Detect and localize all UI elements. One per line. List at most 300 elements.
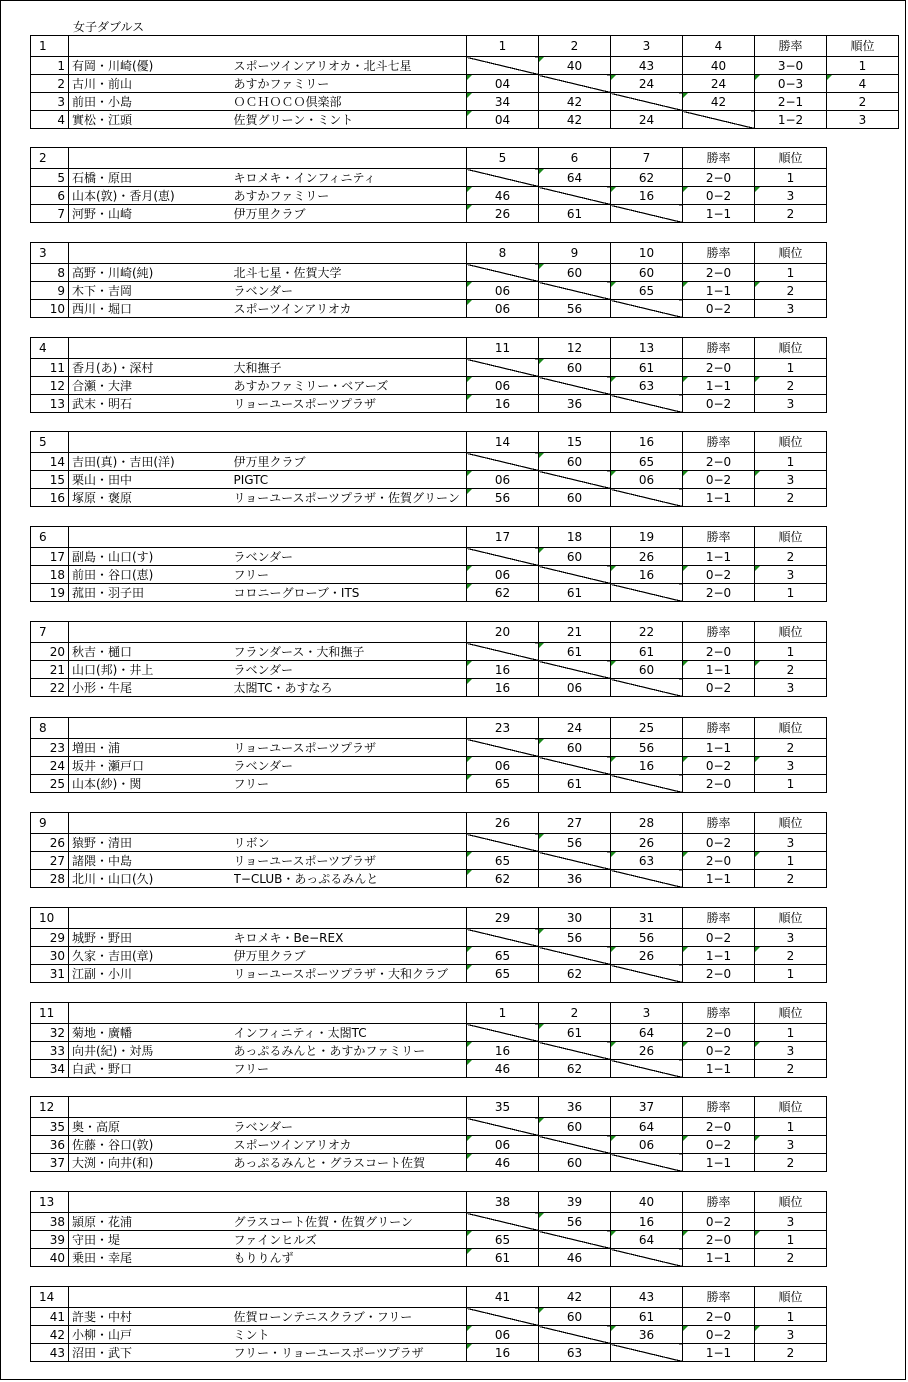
group-table-12 bbox=[30, 1096, 827, 1172]
column-header: 41 bbox=[467, 1287, 539, 1308]
score-cell: 36 bbox=[611, 1326, 683, 1344]
player-row bbox=[31, 548, 827, 566]
group-number: 10 bbox=[31, 908, 69, 929]
score-cell: 56 bbox=[539, 834, 611, 852]
rank-header: 順位 bbox=[755, 1003, 827, 1024]
score-cell: 61 bbox=[539, 775, 611, 793]
column-header: 1 bbox=[467, 36, 539, 57]
rank-value: 1 bbox=[755, 643, 827, 661]
self-match-cell bbox=[611, 965, 683, 983]
club-name: スポーツインアリオカ bbox=[234, 1136, 467, 1154]
column-header: 36 bbox=[539, 1097, 611, 1118]
self-match-cell bbox=[467, 834, 539, 852]
club-name: 伊万里クラブ bbox=[234, 453, 467, 471]
score-cell: 24 bbox=[683, 75, 755, 93]
self-match-cell bbox=[611, 1154, 683, 1172]
pair-names: 山本(敦)・香月(恵) bbox=[69, 187, 234, 205]
pair-names: 木下・吉岡 bbox=[69, 282, 234, 300]
column-header: 1 bbox=[467, 1003, 539, 1024]
score-cell: 60 bbox=[539, 548, 611, 566]
pair-names: 石橋・原田 bbox=[69, 169, 234, 187]
pair-names: 北川・山口(久) bbox=[69, 870, 234, 888]
group-header-blank bbox=[69, 908, 467, 929]
club-name: T−CLUB・あっぷるみんと bbox=[234, 870, 467, 888]
score-cell: 06 bbox=[539, 679, 611, 697]
entry-number: 3 bbox=[31, 93, 69, 111]
entry-number: 14 bbox=[31, 453, 69, 471]
self-match-cell bbox=[539, 947, 611, 965]
win-loss: 0−2 bbox=[683, 834, 755, 852]
score-cell: 60 bbox=[611, 264, 683, 282]
club-name: ＯＣＨＯＣＯ倶楽部 bbox=[234, 93, 467, 111]
pair-names: 有岡・川崎(優) bbox=[69, 57, 234, 75]
player-row bbox=[31, 1060, 827, 1078]
rank-value: 1 bbox=[755, 965, 827, 983]
pair-names: 山口(邦)・井上 bbox=[69, 661, 234, 679]
player-row bbox=[31, 1326, 827, 1344]
pair-names: 山本(紗)・関 bbox=[69, 775, 234, 793]
column-header: 30 bbox=[539, 908, 611, 929]
player-row bbox=[31, 1118, 827, 1136]
rank-value: 3 bbox=[755, 300, 827, 318]
score-cell: 04 bbox=[467, 75, 539, 93]
column-header: 14 bbox=[467, 432, 539, 453]
column-header: 38 bbox=[467, 1192, 539, 1213]
self-match-cell bbox=[467, 1024, 539, 1042]
column-header: 22 bbox=[611, 622, 683, 643]
entry-number: 23 bbox=[31, 739, 69, 757]
score-cell: 16 bbox=[467, 395, 539, 413]
self-match-cell bbox=[539, 187, 611, 205]
rank-value: 2 bbox=[755, 205, 827, 223]
score-cell: 56 bbox=[467, 489, 539, 507]
win-loss: 2−0 bbox=[683, 965, 755, 983]
self-match-cell bbox=[611, 870, 683, 888]
rank-header: 順位 bbox=[755, 718, 827, 739]
score-cell: 36 bbox=[539, 395, 611, 413]
club-name: スポーツインアリオカ bbox=[234, 300, 467, 318]
score-cell: 16 bbox=[467, 679, 539, 697]
club-name: あっぷるみんと・グラスコート佐賀 bbox=[234, 1154, 467, 1172]
rank-value: 3 bbox=[827, 111, 899, 129]
rank-value: 2 bbox=[755, 661, 827, 679]
score-cell: 65 bbox=[467, 947, 539, 965]
score-cell: 63 bbox=[539, 1344, 611, 1362]
self-match-cell bbox=[611, 679, 683, 697]
rank-header: 順位 bbox=[755, 243, 827, 264]
group-table-9 bbox=[30, 812, 827, 888]
win-loss: 2−0 bbox=[683, 1308, 755, 1326]
club-name: 佐賀グリーン・ミント bbox=[234, 111, 467, 129]
group-header-row bbox=[31, 1097, 827, 1118]
score-cell: 64 bbox=[611, 1231, 683, 1249]
score-cell: 43 bbox=[611, 57, 683, 75]
score-cell: 61 bbox=[539, 205, 611, 223]
entry-number: 5 bbox=[31, 169, 69, 187]
score-cell: 06 bbox=[467, 566, 539, 584]
column-header: 37 bbox=[611, 1097, 683, 1118]
rank-value: 2 bbox=[755, 548, 827, 566]
column-header: 43 bbox=[611, 1287, 683, 1308]
group-header-blank bbox=[69, 148, 467, 169]
rank-value: 2 bbox=[755, 1154, 827, 1172]
group-header-row bbox=[31, 148, 827, 169]
score-cell: 61 bbox=[611, 1308, 683, 1326]
win-loss: 3−0 bbox=[755, 57, 827, 75]
group-number: 2 bbox=[31, 148, 69, 169]
entry-number: 2 bbox=[31, 75, 69, 93]
player-row bbox=[31, 453, 827, 471]
group-header-blank bbox=[69, 432, 467, 453]
score-cell: 06 bbox=[467, 300, 539, 318]
club-name: ラベンダー bbox=[234, 661, 467, 679]
score-cell: 42 bbox=[539, 111, 611, 129]
entry-number: 38 bbox=[31, 1213, 69, 1231]
column-header: 31 bbox=[611, 908, 683, 929]
entry-number: 16 bbox=[31, 489, 69, 507]
score-cell: 60 bbox=[539, 453, 611, 471]
rank-header: 順位 bbox=[755, 148, 827, 169]
score-cell: 62 bbox=[611, 169, 683, 187]
win-loss: 1−1 bbox=[683, 1344, 755, 1362]
player-row bbox=[31, 947, 827, 965]
entry-number: 21 bbox=[31, 661, 69, 679]
self-match-cell bbox=[467, 1118, 539, 1136]
rate-header: 勝率 bbox=[683, 908, 755, 929]
club-name: リョーユースポーツプラザ bbox=[234, 739, 467, 757]
group-header-blank bbox=[69, 1003, 467, 1024]
entry-number: 39 bbox=[31, 1231, 69, 1249]
rank-value: 1 bbox=[827, 57, 899, 75]
rank-value: 2 bbox=[755, 377, 827, 395]
score-cell: 24 bbox=[611, 111, 683, 129]
group-table-14 bbox=[30, 1286, 827, 1362]
entry-number: 25 bbox=[31, 775, 69, 793]
score-cell: 34 bbox=[467, 93, 539, 111]
entry-number: 10 bbox=[31, 300, 69, 318]
rate-header: 勝率 bbox=[683, 527, 755, 548]
column-header: 3 bbox=[611, 36, 683, 57]
win-loss: 0−2 bbox=[683, 757, 755, 775]
rank-header: 順位 bbox=[755, 527, 827, 548]
pair-names: 許斐・中村 bbox=[69, 1308, 234, 1326]
entry-number: 32 bbox=[31, 1024, 69, 1042]
win-loss: 2−0 bbox=[683, 169, 755, 187]
self-match-cell bbox=[467, 264, 539, 282]
score-cell: 06 bbox=[467, 282, 539, 300]
entry-number: 35 bbox=[31, 1118, 69, 1136]
self-match-cell bbox=[539, 282, 611, 300]
self-match-cell bbox=[467, 548, 539, 566]
entry-number: 19 bbox=[31, 584, 69, 602]
win-loss: 0−2 bbox=[683, 566, 755, 584]
rank-header: 順位 bbox=[755, 813, 827, 834]
player-row bbox=[31, 489, 827, 507]
group-table-6 bbox=[30, 526, 827, 602]
group-table-2 bbox=[30, 147, 827, 223]
rank-value: 1 bbox=[755, 584, 827, 602]
player-row bbox=[31, 1344, 827, 1362]
pair-names: 小形・牛尾 bbox=[69, 679, 234, 697]
club-name: フリー bbox=[234, 775, 467, 793]
win-loss: 1−1 bbox=[683, 661, 755, 679]
self-match-cell bbox=[467, 1213, 539, 1231]
group-header-row bbox=[31, 622, 827, 643]
score-cell: 60 bbox=[539, 1154, 611, 1172]
score-cell: 56 bbox=[539, 929, 611, 947]
player-row bbox=[31, 205, 827, 223]
score-cell: 26 bbox=[611, 947, 683, 965]
score-cell: 60 bbox=[539, 1118, 611, 1136]
club-name: スポーツインアリオカ・北斗七星 bbox=[234, 57, 467, 75]
rank-value: 2 bbox=[755, 282, 827, 300]
player-row bbox=[31, 1213, 827, 1231]
score-cell: 61 bbox=[539, 1024, 611, 1042]
win-loss: 2−0 bbox=[683, 1231, 755, 1249]
win-loss: 0−2 bbox=[683, 1042, 755, 1060]
player-row bbox=[31, 111, 899, 129]
win-loss: 2−0 bbox=[683, 852, 755, 870]
self-match-cell bbox=[467, 359, 539, 377]
score-cell: 46 bbox=[467, 1154, 539, 1172]
score-cell: 60 bbox=[611, 661, 683, 679]
score-cell: 42 bbox=[539, 93, 611, 111]
group-header-row bbox=[31, 1003, 827, 1024]
win-loss: 1−1 bbox=[683, 1249, 755, 1267]
entry-number: 41 bbox=[31, 1308, 69, 1326]
pair-names: 菰田・羽子田 bbox=[69, 584, 234, 602]
score-cell: 06 bbox=[467, 471, 539, 489]
column-header: 10 bbox=[611, 243, 683, 264]
rank-value: 2 bbox=[827, 93, 899, 111]
club-name: ファインヒルズ bbox=[234, 1231, 467, 1249]
score-cell: 36 bbox=[539, 870, 611, 888]
club-name: ラベンダー bbox=[234, 548, 467, 566]
score-cell: 42 bbox=[683, 93, 755, 111]
score-cell: 26 bbox=[611, 548, 683, 566]
rank-header: 順位 bbox=[755, 1097, 827, 1118]
player-row bbox=[31, 1136, 827, 1154]
group-number: 7 bbox=[31, 622, 69, 643]
rank-value: 1 bbox=[755, 1308, 827, 1326]
entry-number: 24 bbox=[31, 757, 69, 775]
score-cell: 26 bbox=[467, 205, 539, 223]
player-row bbox=[31, 300, 827, 318]
column-header: 6 bbox=[539, 148, 611, 169]
self-match-cell bbox=[539, 757, 611, 775]
entry-number: 1 bbox=[31, 57, 69, 75]
score-cell: 16 bbox=[611, 187, 683, 205]
club-name: グラスコート佐賀・佐賀グリーン bbox=[234, 1213, 467, 1231]
player-row bbox=[31, 359, 827, 377]
score-cell: 60 bbox=[539, 739, 611, 757]
pair-names: 沼田・武下 bbox=[69, 1344, 234, 1362]
club-name: あすかファミリー bbox=[234, 75, 467, 93]
win-loss: 0−2 bbox=[683, 1136, 755, 1154]
rank-value: 3 bbox=[755, 471, 827, 489]
pair-names: 西川・堀口 bbox=[69, 300, 234, 318]
score-cell: 24 bbox=[611, 75, 683, 93]
column-header: 2 bbox=[539, 36, 611, 57]
column-header: 5 bbox=[467, 148, 539, 169]
club-name: フリー bbox=[234, 566, 467, 584]
self-match-cell bbox=[611, 1249, 683, 1267]
score-cell: 60 bbox=[539, 1308, 611, 1326]
rank-value: 3 bbox=[755, 757, 827, 775]
rank-value: 3 bbox=[755, 834, 827, 852]
pair-names: 乗田・幸尾 bbox=[69, 1249, 234, 1267]
win-loss: 0−2 bbox=[683, 187, 755, 205]
group-table-13 bbox=[30, 1191, 827, 1267]
pair-names: 小柳・山戸 bbox=[69, 1326, 234, 1344]
self-match-cell bbox=[611, 1060, 683, 1078]
group-table-1 bbox=[30, 35, 899, 129]
score-cell: 64 bbox=[539, 169, 611, 187]
group-header-row bbox=[31, 1287, 827, 1308]
win-loss: 1−2 bbox=[755, 111, 827, 129]
column-header: 26 bbox=[467, 813, 539, 834]
rate-header: 勝率 bbox=[683, 338, 755, 359]
group-header-blank bbox=[69, 1097, 467, 1118]
self-match-cell bbox=[611, 300, 683, 318]
score-cell: 65 bbox=[467, 775, 539, 793]
win-loss: 2−1 bbox=[755, 93, 827, 111]
group-number: 14 bbox=[31, 1287, 69, 1308]
entry-number: 17 bbox=[31, 548, 69, 566]
group-header-row bbox=[31, 908, 827, 929]
pair-names: 諸隈・中島 bbox=[69, 852, 234, 870]
score-cell: 16 bbox=[611, 757, 683, 775]
rank-value: 3 bbox=[755, 395, 827, 413]
group-header-blank bbox=[69, 718, 467, 739]
club-name: リョーユースポーツプラザ・佐賀グリーン bbox=[234, 489, 467, 507]
rank-header: 順位 bbox=[755, 338, 827, 359]
win-loss: 1−1 bbox=[683, 1154, 755, 1172]
rank-header: 順位 bbox=[755, 1287, 827, 1308]
player-row bbox=[31, 395, 827, 413]
score-cell: 26 bbox=[611, 1042, 683, 1060]
group-table-8 bbox=[30, 717, 827, 793]
rank-value: 3 bbox=[755, 1136, 827, 1154]
score-cell: 62 bbox=[539, 965, 611, 983]
score-cell: 65 bbox=[611, 282, 683, 300]
rank-value: 3 bbox=[755, 187, 827, 205]
group-header-blank bbox=[69, 1192, 467, 1213]
club-name: キロメキ・インフィニティ bbox=[234, 169, 467, 187]
player-row bbox=[31, 566, 827, 584]
rank-value: 2 bbox=[755, 489, 827, 507]
pair-names: 増田・浦 bbox=[69, 739, 234, 757]
rank-value: 3 bbox=[755, 566, 827, 584]
pair-names: 奥・高原 bbox=[69, 1118, 234, 1136]
entry-number: 8 bbox=[31, 264, 69, 282]
group-header-row bbox=[31, 813, 827, 834]
column-header: 29 bbox=[467, 908, 539, 929]
player-row bbox=[31, 775, 827, 793]
group-number: 11 bbox=[31, 1003, 69, 1024]
entry-number: 30 bbox=[31, 947, 69, 965]
column-header: 21 bbox=[539, 622, 611, 643]
column-header: 23 bbox=[467, 718, 539, 739]
rank-value: 3 bbox=[755, 929, 827, 947]
score-cell: 65 bbox=[467, 852, 539, 870]
self-match-cell bbox=[467, 929, 539, 947]
column-header: 24 bbox=[539, 718, 611, 739]
rank-header: 順位 bbox=[755, 622, 827, 643]
self-match-cell bbox=[539, 1136, 611, 1154]
entry-number: 34 bbox=[31, 1060, 69, 1078]
entry-number: 29 bbox=[31, 929, 69, 947]
score-cell: 60 bbox=[539, 264, 611, 282]
club-name: リョーユースポーツプラザ・大和クラブ bbox=[234, 965, 467, 983]
player-row bbox=[31, 471, 827, 489]
self-match-cell bbox=[539, 377, 611, 395]
self-match-cell bbox=[539, 661, 611, 679]
pair-names: 吉田(真)・吉田(洋) bbox=[69, 453, 234, 471]
win-loss: 1−1 bbox=[683, 282, 755, 300]
club-name: ラベンダー bbox=[234, 282, 467, 300]
rank-value: 1 bbox=[755, 264, 827, 282]
rank-value: 1 bbox=[755, 1231, 827, 1249]
group-header-row bbox=[31, 718, 827, 739]
entry-number: 4 bbox=[31, 111, 69, 129]
score-cell: 61 bbox=[611, 359, 683, 377]
rank-value: 2 bbox=[755, 1344, 827, 1362]
player-row bbox=[31, 1249, 827, 1267]
rank-header: 順位 bbox=[755, 1192, 827, 1213]
player-row bbox=[31, 870, 827, 888]
win-loss: 1−1 bbox=[683, 548, 755, 566]
self-match-cell bbox=[611, 1344, 683, 1362]
pair-names: 秋吉・樋口 bbox=[69, 643, 234, 661]
score-cell: 16 bbox=[467, 1344, 539, 1362]
club-name: コロニーグローブ・ITS bbox=[234, 584, 467, 602]
entry-number: 31 bbox=[31, 965, 69, 983]
rank-value: 1 bbox=[755, 359, 827, 377]
club-name: 佐賀ローンテニスクラブ・フリー bbox=[234, 1308, 467, 1326]
score-cell: 65 bbox=[467, 1231, 539, 1249]
player-row bbox=[31, 57, 899, 75]
entry-number: 27 bbox=[31, 852, 69, 870]
player-row bbox=[31, 1231, 827, 1249]
player-row bbox=[31, 282, 827, 300]
self-match-cell bbox=[539, 566, 611, 584]
score-cell: 16 bbox=[467, 1042, 539, 1060]
column-header: 25 bbox=[611, 718, 683, 739]
pair-names: 高野・川崎(純) bbox=[69, 264, 234, 282]
rank-value: 1 bbox=[755, 453, 827, 471]
pair-names: 塚原・褒原 bbox=[69, 489, 234, 507]
entry-number: 42 bbox=[31, 1326, 69, 1344]
self-match-cell bbox=[467, 643, 539, 661]
score-cell: 06 bbox=[467, 1136, 539, 1154]
win-loss: 0−2 bbox=[683, 1326, 755, 1344]
pair-names: 江副・小川 bbox=[69, 965, 234, 983]
self-match-cell bbox=[611, 205, 683, 223]
entry-number: 26 bbox=[31, 834, 69, 852]
group-header-blank bbox=[69, 527, 467, 548]
column-header: 19 bbox=[611, 527, 683, 548]
player-row bbox=[31, 1042, 827, 1060]
self-match-cell bbox=[539, 471, 611, 489]
pair-names: 向井(紀)・対馬 bbox=[69, 1042, 234, 1060]
score-cell: 64 bbox=[611, 1118, 683, 1136]
self-match-cell bbox=[611, 775, 683, 793]
entry-number: 11 bbox=[31, 359, 69, 377]
group-header-blank bbox=[69, 338, 467, 359]
rank-value: 2 bbox=[755, 1060, 827, 1078]
rate-header: 勝率 bbox=[683, 718, 755, 739]
